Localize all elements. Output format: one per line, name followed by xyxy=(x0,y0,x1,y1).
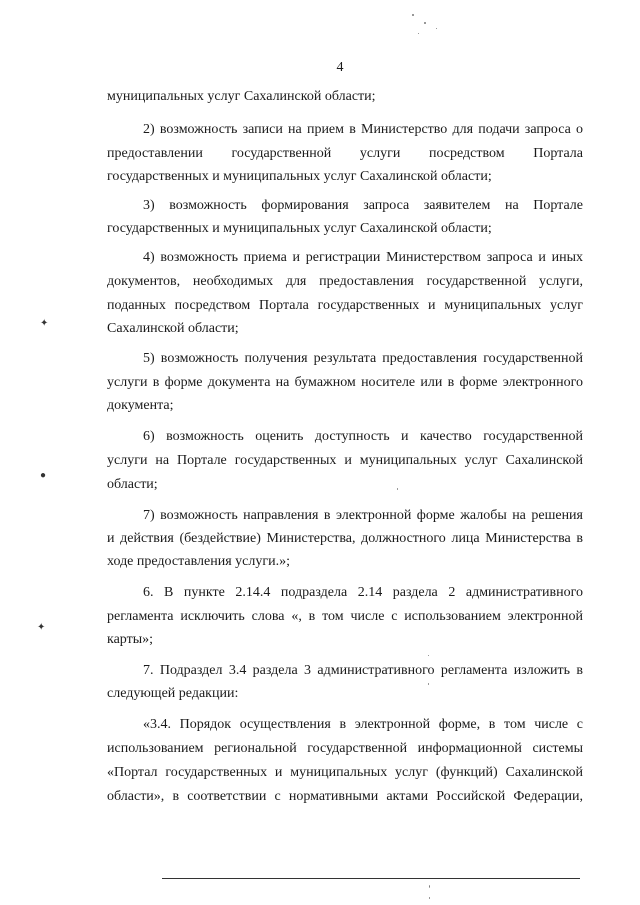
scan-speck xyxy=(429,885,430,888)
text-line: документа; xyxy=(107,398,174,413)
scan-speck xyxy=(428,655,429,656)
text-line: 4) возможность приема и регистрации Министерством запроса и иных xyxy=(143,250,583,265)
text-line: 6) возможность оценить доступность и качество государственной xyxy=(143,429,583,444)
text-line: государственных и муниципальных услуг Сахалинской области; xyxy=(107,221,492,236)
text-line: «3.4. Порядок осуществления в электронной форме, в том числе с xyxy=(143,717,583,732)
text-line: 3) возможность формирования запроса заявителем на Портале xyxy=(143,198,583,213)
scan-speck xyxy=(412,14,414,16)
scan-mark: ● xyxy=(40,470,47,481)
scan-speck xyxy=(436,28,437,29)
text-line: государственных и муниципальных услуг Сахалинской области; xyxy=(107,169,492,184)
scan-speck xyxy=(397,488,398,490)
text-line: 2) возможность записи на прием в Министерство для подачи запроса о xyxy=(143,122,583,137)
text-line: 7) возможность направления в электронной форме жалобы на решения xyxy=(143,508,583,523)
scan-mark: ✦ xyxy=(37,622,46,633)
text-line: и действия (бездействие) Министерства, должностного лица Министерства в xyxy=(107,531,583,546)
scan-speck xyxy=(418,33,419,34)
text-line: поданных посредством Портала государственных и муниципальных услуг xyxy=(107,298,583,313)
scan-mark: ✦ xyxy=(40,318,49,329)
scan-speck xyxy=(429,897,430,899)
text-line: следующей редакции: xyxy=(107,686,239,701)
text-line: 5) возможность получения результата предоставления государственной xyxy=(143,351,583,366)
text-line: 7. Подраздел 3.4 раздела 3 административного регламента изложить в xyxy=(143,663,583,678)
text-line: услуги в форме документа на бумажном носителе или в форме электронного xyxy=(107,375,583,390)
text-line: области; xyxy=(107,477,158,492)
text-line: услуги на Портале государственных и муниципальных услуг Сахалинской xyxy=(107,453,583,468)
text-line: области», в соответствии с нормативными актами Российской Федерации, xyxy=(107,789,583,804)
text-line: предоставлении государственной услуги посредством Портала xyxy=(107,146,583,161)
text-line: использованием региональной государственной информационной системы xyxy=(107,741,583,756)
text-line: ходе предоставления услуги.»; xyxy=(107,554,290,569)
text-line: «Портал государственных и муниципальных услуг (функций) Сахалинской xyxy=(107,765,583,780)
page-number: 4 xyxy=(336,60,344,75)
text-line: Сахалинской области; xyxy=(107,321,239,336)
scan-speck xyxy=(428,683,429,685)
text-line: муниципальных услуг Сахалинской области; xyxy=(107,89,376,104)
text-line: регламента исключить слова «, в том числе с использованием электронной xyxy=(107,609,583,624)
footer-rule xyxy=(162,878,580,879)
text-line: документов, необходимых для предоставления государственной услуги, xyxy=(107,274,583,289)
text-line: 6. В пункте 2.14.4 подраздела 2.14 раздела 2 административного xyxy=(143,585,583,600)
text-line: карты»; xyxy=(107,632,154,647)
scan-speck xyxy=(424,22,426,24)
